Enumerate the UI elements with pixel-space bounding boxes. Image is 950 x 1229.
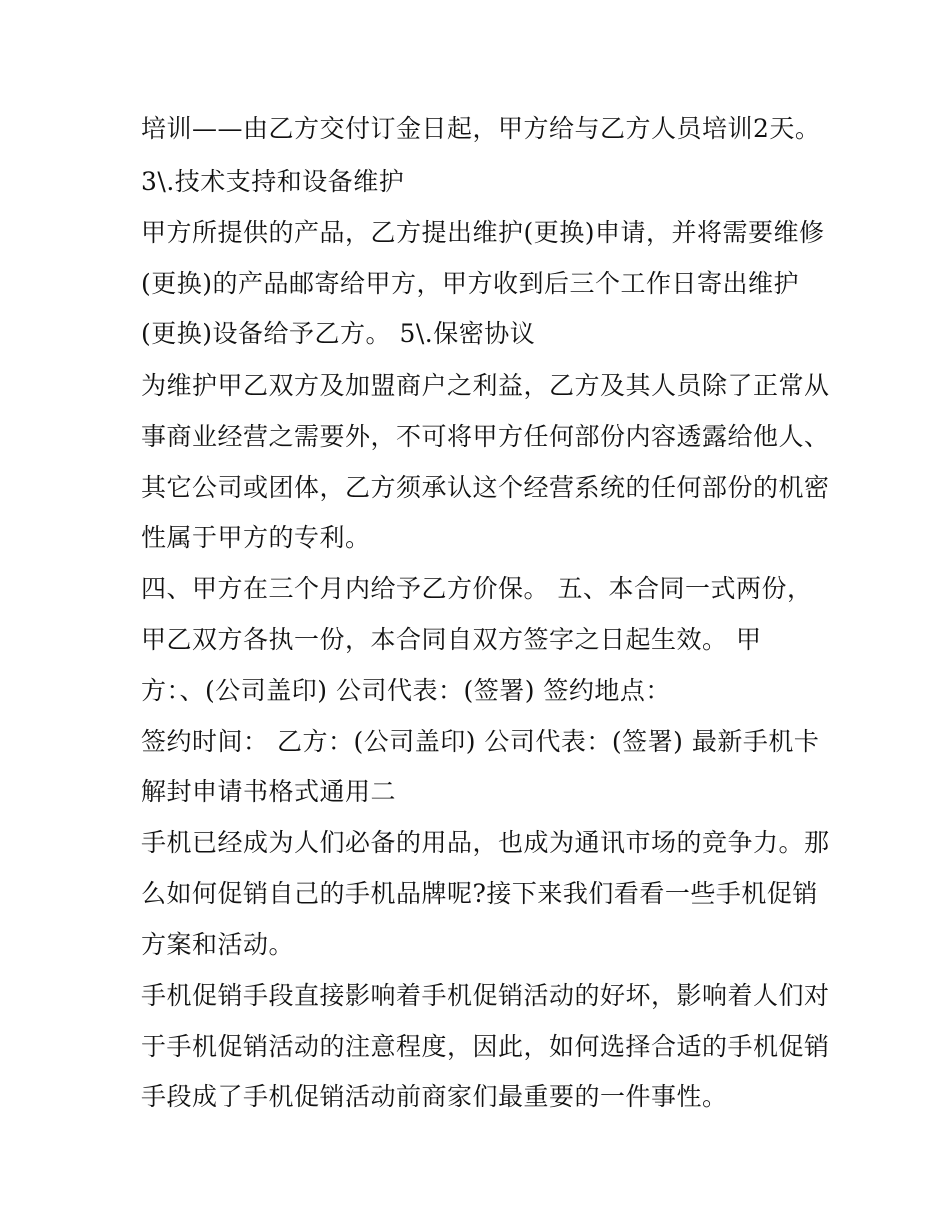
text-line: 其它公司或团体，乙方须承认这个经营系统的任何部份的机密 bbox=[141, 473, 830, 502]
text-line: 为维护甲乙双方及加盟商户之利益，乙方及其人员除了正常从 bbox=[141, 371, 830, 400]
text-line: 么如何促销自己的手机品牌呢?接下来我们看看一些手机促销 bbox=[141, 879, 818, 908]
text-line: 方案和活动。 bbox=[141, 930, 295, 959]
text-line: 于手机促销活动的注意程度，因此，如何选择合适的手机促销 bbox=[141, 1032, 830, 1061]
text-line: (更换)的产品邮寄给甲方，甲方收到后三个工作日寄出维护 bbox=[141, 269, 800, 298]
text-line: 甲乙双方各执一份，本合同自双方签字之日起生效。 甲 bbox=[141, 625, 762, 654]
text-line: 签约时间： 乙方：(公司盖印) 公司代表：(签署) 最新手机卡 bbox=[141, 727, 820, 756]
text-line: (更换)设备给予乙方。 5\.保密协议 bbox=[141, 319, 536, 348]
text-line: 性属于甲方的专利。 bbox=[141, 523, 371, 552]
text-line: 培训——由乙方交付订金日起，甲方给与乙方人员培训2天。 bbox=[141, 114, 821, 143]
text-line: 甲方所提供的产品，乙方提出维护(更换)申请，并将需要维修 bbox=[141, 218, 825, 247]
text-line: 解封申请书格式通用二 bbox=[141, 777, 397, 806]
text-line: 方：、(公司盖印) 公司代表：(签署) 签约地点： bbox=[141, 676, 671, 705]
text-line: 手机促销手段直接影响着手机促销活动的好坏，影响着人们对 bbox=[141, 981, 830, 1010]
text-line: 手机已经成为人们必备的用品，也成为通讯市场的竞争力。那 bbox=[141, 828, 830, 857]
text-line: 手段成了手机促销活动前商家们最重要的一件事性。 bbox=[141, 1082, 728, 1111]
text-line: 事商业经营之需要外，不可将甲方任何部份内容透露给他人、 bbox=[141, 422, 830, 451]
section-heading: 3\.技术支持和设备维护 bbox=[141, 167, 405, 196]
text-line: 四、甲方在三个月内给予乙方价保。 五、本合同一式两份， bbox=[141, 574, 813, 603]
